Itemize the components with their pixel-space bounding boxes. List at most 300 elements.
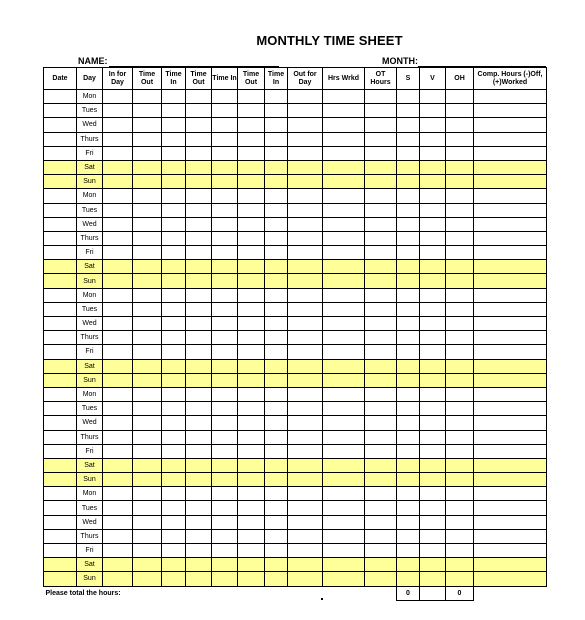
entry-cell[interactable] (133, 544, 162, 558)
entry-cell[interactable] (186, 175, 212, 189)
entry-cell[interactable] (323, 444, 365, 458)
entry-cell[interactable] (265, 260, 288, 274)
entry-cell[interactable] (238, 529, 265, 543)
entry-cell[interactable] (446, 90, 474, 104)
entry-cell[interactable] (323, 189, 365, 203)
entry-cell[interactable] (446, 558, 474, 572)
entry-cell[interactable] (162, 302, 186, 316)
entry-cell[interactable] (238, 288, 265, 302)
entry-cell[interactable] (212, 529, 238, 543)
entry-cell[interactable] (162, 444, 186, 458)
entry-cell[interactable] (103, 260, 133, 274)
entry-cell[interactable] (212, 189, 238, 203)
entry-cell[interactable] (44, 430, 77, 444)
entry-cell[interactable] (133, 160, 162, 174)
entry-cell[interactable] (162, 160, 186, 174)
entry-cell[interactable] (103, 104, 133, 118)
entry-cell[interactable] (446, 515, 474, 529)
entry-cell[interactable] (162, 501, 186, 515)
entry-cell[interactable] (133, 430, 162, 444)
entry-cell[interactable] (186, 473, 212, 487)
entry-cell[interactable] (186, 217, 212, 231)
entry-cell[interactable] (397, 203, 420, 217)
entry-cell[interactable] (265, 572, 288, 586)
entry-cell[interactable] (474, 288, 547, 302)
entry-cell[interactable] (44, 302, 77, 316)
entry-cell[interactable] (162, 217, 186, 231)
entry-cell[interactable] (186, 572, 212, 586)
entry-cell[interactable] (420, 302, 446, 316)
entry-cell[interactable] (44, 402, 77, 416)
entry-cell[interactable] (365, 515, 397, 529)
entry-cell[interactable] (212, 246, 238, 260)
entry-cell[interactable] (238, 544, 265, 558)
entry-cell[interactable] (446, 402, 474, 416)
entry-cell[interactable] (474, 515, 547, 529)
entry-cell[interactable] (186, 387, 212, 401)
entry-cell[interactable] (397, 331, 420, 345)
entry-cell[interactable] (397, 274, 420, 288)
entry-cell[interactable] (397, 175, 420, 189)
entry-cell[interactable] (265, 529, 288, 543)
entry-cell[interactable] (365, 274, 397, 288)
entry-cell[interactable] (238, 331, 265, 345)
entry-cell[interactable] (133, 345, 162, 359)
entry-cell[interactable] (474, 458, 547, 472)
entry-cell[interactable] (397, 529, 420, 543)
entry-cell[interactable] (133, 175, 162, 189)
entry-cell[interactable] (323, 345, 365, 359)
entry-cell[interactable] (238, 260, 265, 274)
entry-cell[interactable] (162, 529, 186, 543)
entry-cell[interactable] (446, 572, 474, 586)
entry-cell[interactable] (265, 359, 288, 373)
entry-cell[interactable] (474, 444, 547, 458)
entry-cell[interactable] (212, 572, 238, 586)
entry-cell[interactable] (474, 302, 547, 316)
entry-cell[interactable] (238, 359, 265, 373)
entry-cell[interactable] (162, 246, 186, 260)
entry-cell[interactable] (238, 387, 265, 401)
entry-cell[interactable] (365, 544, 397, 558)
entry-cell[interactable] (186, 444, 212, 458)
entry-cell[interactable] (265, 373, 288, 387)
entry-cell[interactable] (103, 246, 133, 260)
entry-cell[interactable] (162, 203, 186, 217)
entry-cell[interactable] (212, 146, 238, 160)
entry-cell[interactable] (446, 260, 474, 274)
entry-cell[interactable] (265, 246, 288, 260)
entry-cell[interactable] (323, 430, 365, 444)
entry-cell[interactable] (474, 260, 547, 274)
entry-cell[interactable] (397, 416, 420, 430)
entry-cell[interactable] (186, 544, 212, 558)
entry-cell[interactable] (397, 572, 420, 586)
entry-cell[interactable] (133, 402, 162, 416)
entry-cell[interactable] (103, 317, 133, 331)
entry-cell[interactable] (420, 444, 446, 458)
entry-cell[interactable] (474, 416, 547, 430)
entry-cell[interactable] (288, 544, 323, 558)
entry-cell[interactable] (323, 529, 365, 543)
entry-cell[interactable] (265, 231, 288, 245)
entry-cell[interactable] (186, 331, 212, 345)
entry-cell[interactable] (288, 175, 323, 189)
entry-cell[interactable] (103, 217, 133, 231)
entry-cell[interactable] (323, 90, 365, 104)
entry-cell[interactable] (397, 373, 420, 387)
entry-cell[interactable] (103, 345, 133, 359)
entry-cell[interactable] (474, 501, 547, 515)
entry-cell[interactable] (212, 104, 238, 118)
entry-cell[interactable] (44, 160, 77, 174)
entry-cell[interactable] (323, 302, 365, 316)
entry-cell[interactable] (323, 132, 365, 146)
entry-cell[interactable] (446, 175, 474, 189)
entry-cell[interactable] (186, 373, 212, 387)
entry-cell[interactable] (365, 203, 397, 217)
entry-cell[interactable] (288, 288, 323, 302)
entry-cell[interactable] (44, 444, 77, 458)
entry-cell[interactable] (365, 260, 397, 274)
entry-cell[interactable] (288, 416, 323, 430)
entry-cell[interactable] (186, 118, 212, 132)
entry-cell[interactable] (44, 416, 77, 430)
entry-cell[interactable] (238, 487, 265, 501)
entry-cell[interactable] (323, 317, 365, 331)
entry-cell[interactable] (288, 274, 323, 288)
entry-cell[interactable] (420, 203, 446, 217)
entry-cell[interactable] (133, 302, 162, 316)
entry-cell[interactable] (133, 246, 162, 260)
entry-cell[interactable] (265, 331, 288, 345)
entry-cell[interactable] (397, 246, 420, 260)
entry-cell[interactable] (238, 458, 265, 472)
entry-cell[interactable] (162, 458, 186, 472)
entry-cell[interactable] (474, 189, 547, 203)
entry-cell[interactable] (186, 515, 212, 529)
entry-cell[interactable] (44, 501, 77, 515)
entry-cell[interactable] (288, 302, 323, 316)
entry-cell[interactable] (446, 544, 474, 558)
entry-cell[interactable] (186, 458, 212, 472)
entry-cell[interactable] (133, 501, 162, 515)
entry-cell[interactable] (265, 402, 288, 416)
entry-cell[interactable] (323, 231, 365, 245)
entry-cell[interactable] (446, 529, 474, 543)
entry-cell[interactable] (238, 104, 265, 118)
entry-cell[interactable] (288, 118, 323, 132)
entry-cell[interactable] (133, 90, 162, 104)
entry-cell[interactable] (365, 458, 397, 472)
entry-cell[interactable] (474, 146, 547, 160)
entry-cell[interactable] (103, 359, 133, 373)
entry-cell[interactable] (212, 515, 238, 529)
entry-cell[interactable] (238, 515, 265, 529)
entry-cell[interactable] (474, 274, 547, 288)
entry-cell[interactable] (162, 118, 186, 132)
entry-cell[interactable] (420, 529, 446, 543)
entry-cell[interactable] (397, 402, 420, 416)
entry-cell[interactable] (162, 288, 186, 302)
entry-cell[interactable] (474, 175, 547, 189)
entry-cell[interactable] (186, 558, 212, 572)
entry-cell[interactable] (446, 118, 474, 132)
entry-cell[interactable] (162, 544, 186, 558)
entry-cell[interactable] (397, 302, 420, 316)
entry-cell[interactable] (288, 146, 323, 160)
entry-cell[interactable] (44, 146, 77, 160)
entry-cell[interactable] (103, 473, 133, 487)
entry-cell[interactable] (265, 302, 288, 316)
entry-cell[interactable] (212, 544, 238, 558)
entry-cell[interactable] (288, 430, 323, 444)
entry-cell[interactable] (133, 387, 162, 401)
entry-cell[interactable] (420, 501, 446, 515)
entry-cell[interactable] (238, 572, 265, 586)
entry-cell[interactable] (474, 572, 547, 586)
entry-cell[interactable] (446, 246, 474, 260)
entry-cell[interactable] (265, 189, 288, 203)
entry-cell[interactable] (323, 359, 365, 373)
entry-cell[interactable] (323, 118, 365, 132)
entry-cell[interactable] (446, 104, 474, 118)
entry-cell[interactable] (44, 104, 77, 118)
entry-cell[interactable] (133, 572, 162, 586)
entry-cell[interactable] (397, 132, 420, 146)
entry-cell[interactable] (212, 260, 238, 274)
entry-cell[interactable] (288, 387, 323, 401)
entry-cell[interactable] (446, 387, 474, 401)
entry-cell[interactable] (397, 260, 420, 274)
entry-cell[interactable] (420, 331, 446, 345)
entry-cell[interactable] (474, 217, 547, 231)
entry-cell[interactable] (162, 416, 186, 430)
entry-cell[interactable] (420, 402, 446, 416)
entry-cell[interactable] (133, 359, 162, 373)
entry-cell[interactable] (103, 203, 133, 217)
entry-cell[interactable] (238, 402, 265, 416)
entry-cell[interactable] (365, 189, 397, 203)
entry-cell[interactable] (474, 246, 547, 260)
entry-cell[interactable] (365, 246, 397, 260)
entry-cell[interactable] (323, 146, 365, 160)
entry-cell[interactable] (420, 487, 446, 501)
entry-cell[interactable] (162, 189, 186, 203)
entry-cell[interactable] (446, 473, 474, 487)
entry-cell[interactable] (446, 430, 474, 444)
entry-cell[interactable] (323, 473, 365, 487)
entry-cell[interactable] (44, 458, 77, 472)
entry-cell[interactable] (474, 231, 547, 245)
entry-cell[interactable] (420, 260, 446, 274)
entry-cell[interactable] (446, 458, 474, 472)
entry-cell[interactable] (288, 473, 323, 487)
entry-cell[interactable] (212, 345, 238, 359)
entry-cell[interactable] (162, 572, 186, 586)
entry-cell[interactable] (212, 231, 238, 245)
entry-cell[interactable] (288, 572, 323, 586)
entry-cell[interactable] (186, 501, 212, 515)
entry-cell[interactable] (44, 288, 77, 302)
entry-cell[interactable] (365, 217, 397, 231)
entry-cell[interactable] (44, 274, 77, 288)
entry-cell[interactable] (288, 444, 323, 458)
entry-cell[interactable] (288, 217, 323, 231)
entry-cell[interactable] (133, 444, 162, 458)
entry-cell[interactable] (323, 515, 365, 529)
entry-cell[interactable] (133, 487, 162, 501)
entry-cell[interactable] (365, 90, 397, 104)
entry-cell[interactable] (474, 90, 547, 104)
entry-cell[interactable] (186, 487, 212, 501)
entry-cell[interactable] (265, 473, 288, 487)
entry-cell[interactable] (397, 430, 420, 444)
entry-cell[interactable] (446, 302, 474, 316)
entry-cell[interactable] (238, 302, 265, 316)
entry-cell[interactable] (44, 217, 77, 231)
entry-cell[interactable] (186, 317, 212, 331)
entry-cell[interactable] (323, 246, 365, 260)
entry-cell[interactable] (446, 203, 474, 217)
entry-cell[interactable] (365, 160, 397, 174)
entry-cell[interactable] (474, 387, 547, 401)
entry-cell[interactable] (162, 359, 186, 373)
entry-cell[interactable] (103, 302, 133, 316)
entry-cell[interactable] (397, 501, 420, 515)
entry-cell[interactable] (265, 444, 288, 458)
entry-cell[interactable] (397, 104, 420, 118)
entry-cell[interactable] (397, 160, 420, 174)
entry-cell[interactable] (288, 203, 323, 217)
entry-cell[interactable] (323, 203, 365, 217)
entry-cell[interactable] (323, 402, 365, 416)
entry-cell[interactable] (133, 231, 162, 245)
entry-cell[interactable] (474, 359, 547, 373)
entry-cell[interactable] (238, 501, 265, 515)
entry-cell[interactable] (186, 160, 212, 174)
entry-cell[interactable] (397, 359, 420, 373)
entry-cell[interactable] (186, 231, 212, 245)
entry-cell[interactable] (162, 373, 186, 387)
entry-cell[interactable] (420, 458, 446, 472)
entry-cell[interactable] (323, 331, 365, 345)
entry-cell[interactable] (265, 345, 288, 359)
entry-cell[interactable] (103, 90, 133, 104)
entry-cell[interactable] (365, 387, 397, 401)
entry-cell[interactable] (265, 288, 288, 302)
entry-cell[interactable] (420, 132, 446, 146)
entry-cell[interactable] (162, 175, 186, 189)
entry-cell[interactable] (288, 515, 323, 529)
entry-cell[interactable] (238, 345, 265, 359)
entry-cell[interactable] (420, 317, 446, 331)
entry-cell[interactable] (365, 317, 397, 331)
entry-cell[interactable] (446, 146, 474, 160)
entry-cell[interactable] (474, 317, 547, 331)
entry-cell[interactable] (397, 473, 420, 487)
entry-cell[interactable] (474, 160, 547, 174)
entry-cell[interactable] (446, 132, 474, 146)
entry-cell[interactable] (420, 572, 446, 586)
entry-cell[interactable] (420, 544, 446, 558)
entry-cell[interactable] (446, 373, 474, 387)
entry-cell[interactable] (162, 90, 186, 104)
entry-cell[interactable] (103, 231, 133, 245)
entry-cell[interactable] (397, 458, 420, 472)
entry-cell[interactable] (44, 317, 77, 331)
entry-cell[interactable] (238, 416, 265, 430)
entry-cell[interactable] (186, 416, 212, 430)
entry-cell[interactable] (446, 416, 474, 430)
entry-cell[interactable] (397, 90, 420, 104)
entry-cell[interactable] (212, 203, 238, 217)
entry-cell[interactable] (162, 387, 186, 401)
entry-cell[interactable] (420, 345, 446, 359)
entry-cell[interactable] (162, 146, 186, 160)
entry-cell[interactable] (212, 359, 238, 373)
entry-cell[interactable] (103, 572, 133, 586)
entry-cell[interactable] (323, 260, 365, 274)
entry-cell[interactable] (162, 558, 186, 572)
entry-cell[interactable] (265, 515, 288, 529)
entry-cell[interactable] (420, 430, 446, 444)
entry-cell[interactable] (265, 487, 288, 501)
entry-cell[interactable] (133, 473, 162, 487)
entry-cell[interactable] (397, 345, 420, 359)
entry-cell[interactable] (133, 317, 162, 331)
entry-cell[interactable] (133, 118, 162, 132)
entry-cell[interactable] (474, 430, 547, 444)
entry-cell[interactable] (238, 444, 265, 458)
entry-cell[interactable] (365, 572, 397, 586)
entry-cell[interactable] (44, 572, 77, 586)
entry-cell[interactable] (323, 104, 365, 118)
entry-cell[interactable] (420, 359, 446, 373)
entry-cell[interactable] (162, 331, 186, 345)
entry-cell[interactable] (420, 416, 446, 430)
entry-cell[interactable] (265, 104, 288, 118)
entry-cell[interactable] (365, 416, 397, 430)
entry-cell[interactable] (238, 558, 265, 572)
entry-cell[interactable] (265, 274, 288, 288)
entry-cell[interactable] (265, 501, 288, 515)
entry-cell[interactable] (238, 90, 265, 104)
entry-cell[interactable] (103, 288, 133, 302)
entry-cell[interactable] (420, 160, 446, 174)
entry-cell[interactable] (365, 402, 397, 416)
entry-cell[interactable] (238, 118, 265, 132)
entry-cell[interactable] (133, 558, 162, 572)
entry-cell[interactable] (133, 104, 162, 118)
entry-cell[interactable] (265, 458, 288, 472)
entry-cell[interactable] (162, 487, 186, 501)
entry-cell[interactable] (365, 302, 397, 316)
entry-cell[interactable] (44, 544, 77, 558)
entry-cell[interactable] (238, 373, 265, 387)
entry-cell[interactable] (162, 402, 186, 416)
entry-cell[interactable] (44, 331, 77, 345)
entry-cell[interactable] (44, 487, 77, 501)
entry-cell[interactable] (420, 246, 446, 260)
entry-cell[interactable] (365, 132, 397, 146)
entry-cell[interactable] (323, 217, 365, 231)
entry-cell[interactable] (103, 189, 133, 203)
entry-cell[interactable] (265, 160, 288, 174)
entry-cell[interactable] (420, 146, 446, 160)
entry-cell[interactable] (162, 515, 186, 529)
entry-cell[interactable] (238, 217, 265, 231)
